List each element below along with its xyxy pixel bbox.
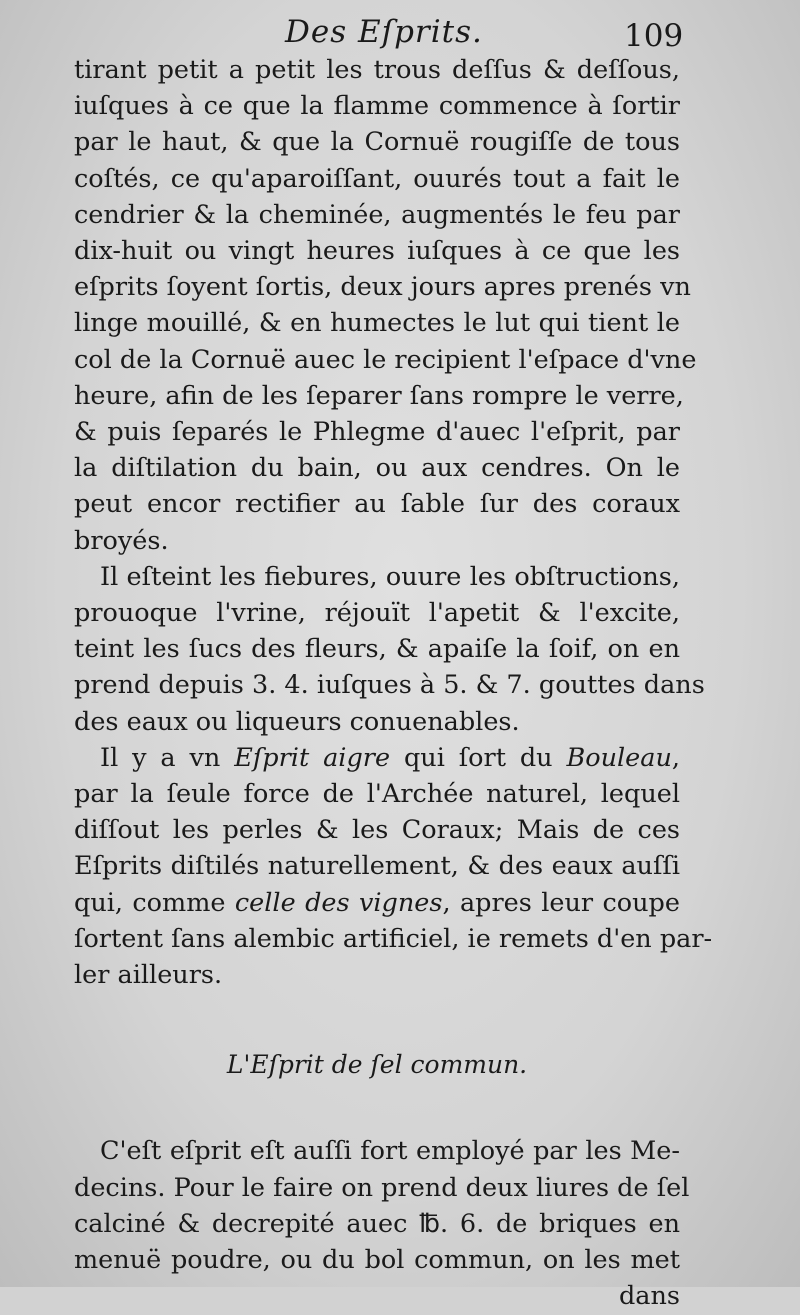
text-line: ſortent ſans alembic artificiel, ie remets d'en par- [74,923,713,954]
text-line: menuë poudre, ou du bol commun, on les met [74,1245,680,1276]
catchword: dans [618,1281,680,1312]
text-line: par la ſeule force de l'Archée naturel, lequel [74,779,680,810]
text-line: diſſout les perles & les Coraux; Mais de ces [74,815,680,846]
body-text [74,52,713,1315]
text-line: Eſprits diſtilés naturellement, & des eaux auſſi [74,851,680,882]
text-line: des eaux ou liqueurs conuenables. [74,706,520,737]
text-line: Il y a vn Eſprit aigre qui ſort du Bouleau, [100,742,680,773]
running-title: Des Eſprits. [285,14,483,50]
paragraph-bouleau [74,740,713,993]
text-line: prouoque l'vrine, réjouït l'apetit & l'excite, [74,598,680,629]
text-line: & puis ſeparés le Phlegme d'auec l'eſprit, par [74,417,680,448]
text-line: calciné & decrepité auec ℔. 6. de briques en [74,1208,680,1239]
paragraph-virtues [74,559,705,740]
italic-phrase: celle des vignes [234,887,443,918]
text-line: teint les ſucs des fleurs, & apaiſe la ſoif, on en [74,634,680,665]
text-line: iuſques à ce que la flamme commence à ſortir [74,91,680,122]
page-header [0,10,800,56]
text-line: coſtés, ce qu'aparoiſſant, ouurés tout a fait le [74,163,680,194]
text-line: qui, comme celle des vignes, apres leur coupe [74,887,680,918]
text-line: col de la Cornuë auec le recipient l'eſpace d'vne [74,344,697,375]
text-line: broyés. [74,525,169,556]
text-line: dix-huit ou vingt heures iuſques à ce que les [74,236,680,267]
text-line: par le haut, & que la Cornuë rougiſſe de tous [74,127,680,158]
italic-phrase: Bouleau [566,742,672,773]
text-line: C'eſt eſprit eſt auſſi fort employé par les Me- [100,1136,680,1167]
text-line: tirant petit a petit les trous deſſus & deſſous, [74,55,680,85]
text-line: decins. Pour le faire on prend deux liures de ſel [74,1172,690,1203]
text-line: la diſtilation du bain, ou aux cendres. On le [74,453,680,484]
text-line: linge mouillé, & en humectes le lut qui tient le [74,308,680,339]
paragraph-sel-commun [74,1133,690,1314]
text-line: prend depuis 3. 4. iuſques à 5. & 7. gouttes dans [74,670,705,701]
text-line: ler ailleurs. [74,960,223,991]
section-heading: L'Eſprit de ſel commun. [226,1050,528,1080]
text-line: peut encor rectifier au ſable ſur des coraux [74,489,680,520]
text-line: Il eſteint les fiebures, ouure les obſtructions, [100,561,680,592]
text-line: heure, afin de les ſeparer ſans rompre le verre, [74,380,684,411]
text-line: eſprits ſoyent ſortis, deux jours apres prenés vn [74,272,691,303]
paragraph-distillation [74,52,697,559]
text-line: cendrier & la cheminée, augmentés le feu par [74,199,680,230]
page-number: 109 [624,18,684,54]
italic-phrase: Eſprit aigre [234,742,391,773]
